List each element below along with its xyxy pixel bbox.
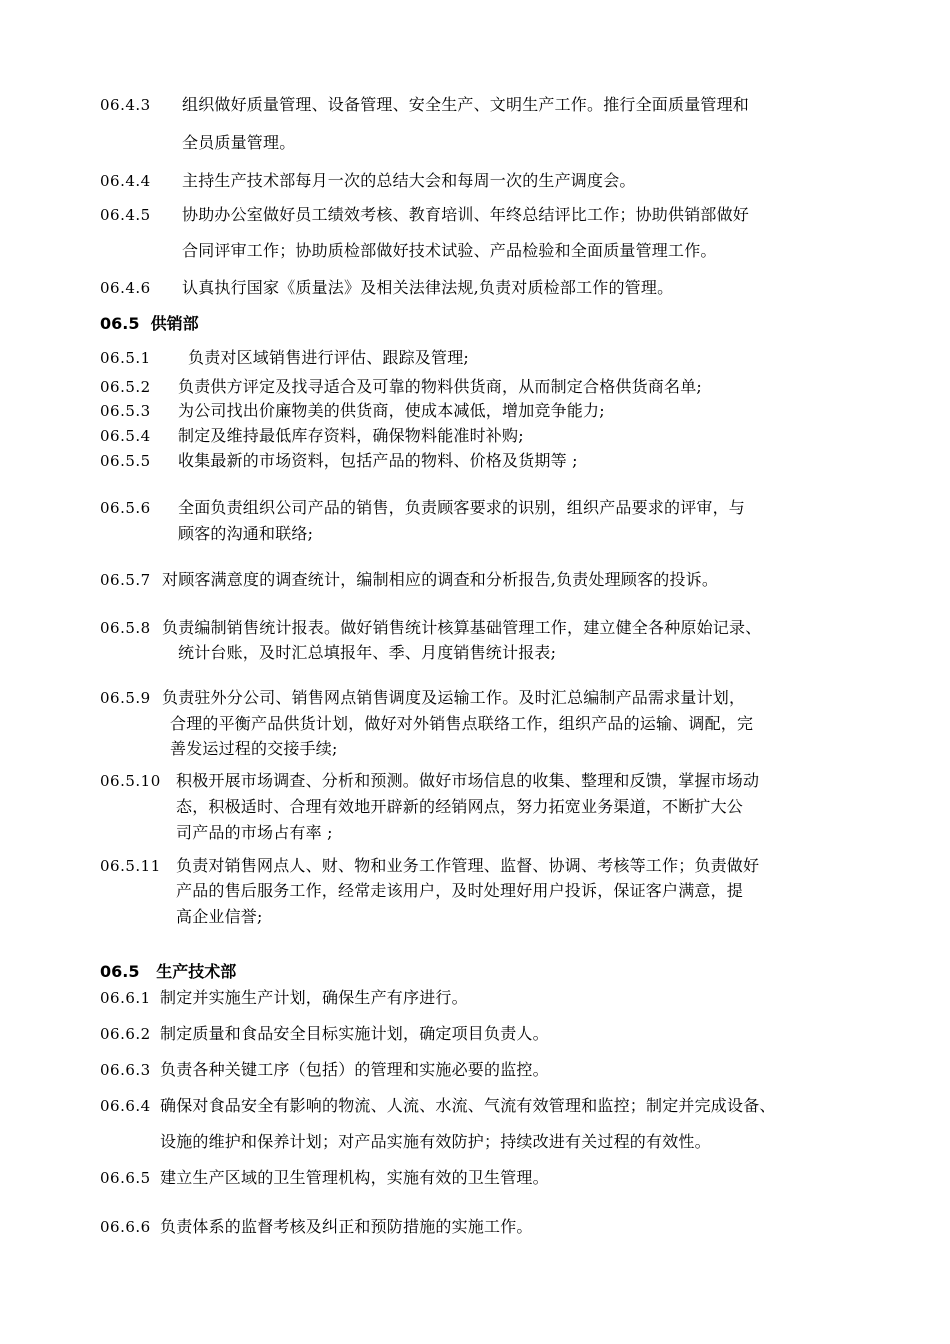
item-text: 产品的售后服务工作，经常走该用户，及时处理好用户投诉，保证客户满意，提 xyxy=(176,881,744,900)
item-text: 负责各种关键工序（包括）的管理和实施必要的监控。 xyxy=(160,1060,549,1079)
item-text: 顾客的沟通和联络; xyxy=(178,524,314,543)
item-number: 06.6.2 xyxy=(100,1025,151,1043)
item-text: 制定并实施生产计划，确保生产有序进行。 xyxy=(160,988,468,1007)
item-number: 06.4.5 xyxy=(100,206,151,224)
item-number: 06.6.3 xyxy=(100,1061,151,1079)
item-text: 建立生产区域的卫生管理机构，实施有效的卫生管理。 xyxy=(160,1168,549,1187)
item-text: 负责供方评定及找寻适合及可靠的物料供货商，从而制定合格供货商名单; xyxy=(178,377,702,396)
item-number: 06.6.4 xyxy=(100,1097,151,1115)
item-text: 组织做好质量管理、设备管理、安全生产、文明生产工作。推行全面质量管理和 xyxy=(182,95,750,114)
item-number: 06.5.10 xyxy=(100,772,161,790)
section-heading-production: 06.5 生产技术部 xyxy=(100,962,237,981)
item-text: 确保对食品安全有影响的物流、人流、水流、气流有效管理和监控；制定并完成设备、 xyxy=(160,1096,776,1115)
item-text: 合同评审工作；协助质检部做好技术试验、产品检验和全面质量管理工作。 xyxy=(182,241,717,260)
item-number: 06.4.4 xyxy=(100,172,151,190)
item-number: 06.5.11 xyxy=(100,857,161,875)
item-text: 制定及维持最低库存资料，确保物料能准时补购; xyxy=(178,426,524,445)
item-text: 收集最新的市场资料，包括产品的物料、价格及货期等 ; xyxy=(178,451,578,470)
item-number: 06.5.3 xyxy=(100,402,151,420)
item-text: 制定质量和食品安全目标实施计划，确定项目负责人。 xyxy=(160,1024,549,1043)
item-text: 善发运过程的交接手续; xyxy=(170,739,338,758)
item-number: 06.5.5 xyxy=(100,452,151,470)
item-text: 负责体系的监督考核及纠正和预防措施的实施工作。 xyxy=(160,1217,533,1236)
item-text: 负责编制销售统计报表。做好销售统计核算基础管理工作，建立健全各种原始记录、 xyxy=(162,618,762,637)
item-text: 主持生产技术部每月一次的总结大会和每周一次的生产调度会。 xyxy=(182,171,636,190)
item-text: 对顾客满意度的调查统计，编制相应的调查和分析报告,负责处理顾客的投诉。 xyxy=(162,570,719,589)
item-number: 06.6.6 xyxy=(100,1218,151,1236)
item-text: 司产品的市场占有率 ; xyxy=(176,823,333,842)
section-heading-sales: 06.5 供销部 xyxy=(100,314,199,333)
item-number: 06.5.9 xyxy=(100,689,151,707)
item-text: 全面负责组织公司产品的销售，负责顾客要求的识别，组织产品要求的评审，与 xyxy=(178,498,746,517)
item-number: 06.5.1 xyxy=(100,349,151,367)
item-text: 负责驻外分公司、销售网点销售调度及运输工作。及时汇总编制产品需求量计划， xyxy=(162,688,746,707)
item-text: 设施的维护和保养计划；对产品实施有效防护；持续改进有关过程的有效性。 xyxy=(160,1132,711,1151)
item-number: 06.5.4 xyxy=(100,427,151,445)
item-text: 高企业信誉; xyxy=(176,907,263,926)
item-number: 06.5.2 xyxy=(100,378,151,396)
item-text: 协助办公室做好员工绩效考核、教育培训、年终总结评比工作；协助供销部做好 xyxy=(182,205,750,224)
item-number: 06.5.7 xyxy=(100,571,151,589)
item-number: 06.5.8 xyxy=(100,619,151,637)
item-text: 态，积极适时、合理有效地开辟新的经销网点，努力拓宽业务渠道，不断扩大公 xyxy=(176,797,744,816)
item-text: 积极开展市场调查、分析和预测。做好市场信息的收集、整理和反馈，掌握市场动 xyxy=(176,771,760,790)
item-text: 负责对区域销售进行评估、跟踪及管理; xyxy=(188,348,469,367)
item-number: 06.6.5 xyxy=(100,1169,151,1187)
item-text: 认真执行国家《质量法》及相关法律法规,负责对质检部工作的管理。 xyxy=(182,278,674,297)
item-text: 合理的平衡产品供货计划，做好对外销售点联络工作，组织产品的运输、调配，完 xyxy=(170,714,754,733)
item-text: 统计台账，及时汇总填报年、季、月度销售统计报表; xyxy=(178,643,557,662)
item-number: 06.6.1 xyxy=(100,989,151,1007)
item-text: 全员质量管理。 xyxy=(182,133,296,152)
item-number: 06.4.6 xyxy=(100,279,151,297)
item-number: 06.4.3 xyxy=(100,96,151,114)
item-text: 负责对销售网点人、财、物和业务工作管理、监督、协调、考核等工作；负责做好 xyxy=(176,856,760,875)
item-number: 06.5.6 xyxy=(100,499,151,517)
item-text: 为公司找出价廉物美的供货商，使成本减低，增加竞争能力; xyxy=(178,401,605,420)
